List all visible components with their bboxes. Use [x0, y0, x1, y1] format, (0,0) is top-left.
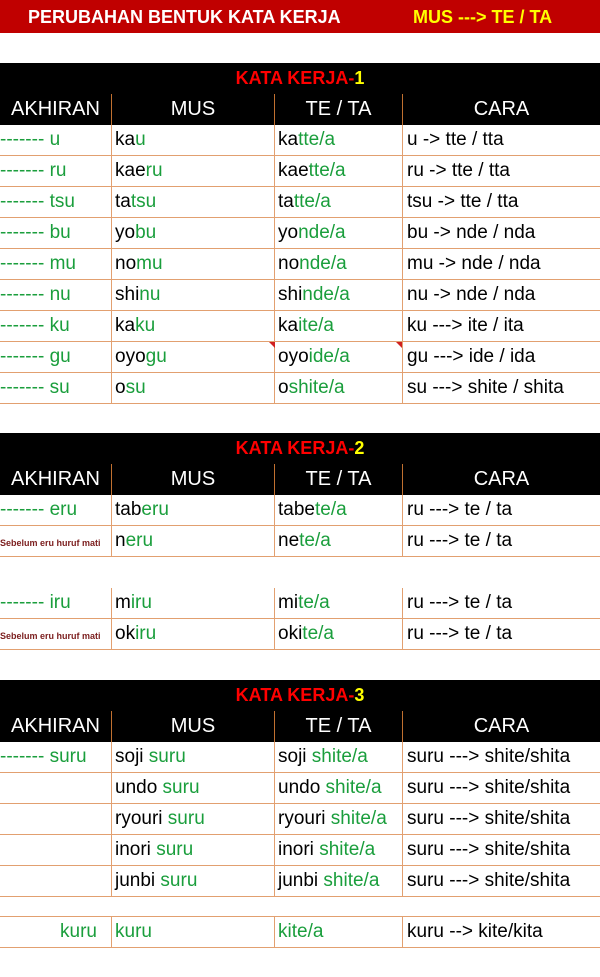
- cell-akhiran: [0, 619, 112, 650]
- cell-akhiran: [0, 835, 112, 866]
- te-ending: ide/a: [308, 346, 350, 367]
- cell-teta: [275, 373, 403, 404]
- table-row: [0, 742, 600, 773]
- comment-marker-icon: [396, 342, 402, 348]
- mus-ending: suru: [160, 870, 198, 891]
- cell-mus: [112, 773, 275, 804]
- suffix-text: mu: [49, 253, 76, 274]
- mus-stem: ka: [115, 315, 136, 336]
- cell-teta: [275, 218, 403, 249]
- table-row: [0, 804, 600, 835]
- mus-ending: iru: [135, 623, 157, 644]
- table-row: [0, 218, 600, 249]
- cell-akhiran: [0, 773, 112, 804]
- section-label: KATA KERJA-: [235, 685, 355, 705]
- mus-ending: tsu: [130, 191, 157, 212]
- cell-teta: [275, 342, 403, 373]
- suffix-text: suru: [49, 746, 87, 767]
- te-stem: soji: [278, 746, 312, 767]
- cell-teta: [275, 187, 403, 218]
- cell-cara: tsu -> tte / tta: [403, 187, 600, 218]
- cell-mus: [112, 742, 275, 773]
- te-stem: ka: [278, 129, 299, 150]
- cell-akhiran: [0, 342, 112, 373]
- cell-akhiran: [0, 495, 112, 526]
- te-stem: ne: [278, 530, 300, 551]
- cell-mus: [112, 311, 275, 342]
- te-ending: te/a: [299, 530, 331, 551]
- cell-akhiran: [0, 125, 112, 156]
- mus-stem: soji: [115, 746, 149, 767]
- dash-leader: -------: [0, 160, 45, 181]
- section-label: KATA KERJA-: [235, 438, 355, 458]
- cell-mus: [112, 342, 275, 373]
- comment-marker-icon: [269, 342, 275, 348]
- page-title: PERUBAHAN BENTUK KATA KERJA: [28, 7, 341, 27]
- header-cara: CARA: [473, 468, 530, 490]
- dash-leader: -------: [0, 377, 45, 398]
- te-stem: tabe: [278, 499, 315, 520]
- cell-teta: [275, 804, 403, 835]
- table-row: [0, 187, 600, 218]
- table-row: [0, 156, 600, 187]
- note-text: Sebelum eru huruf mati: [0, 631, 101, 641]
- table-row-kuru: [0, 916, 600, 948]
- te-stem: ta: [278, 191, 294, 212]
- cell-teta: [275, 773, 403, 804]
- section-number: 2: [354, 438, 365, 458]
- cell-cara: ru ---> te / ta: [403, 588, 600, 619]
- suffix-text: iru: [49, 592, 71, 613]
- suffix-text: u: [49, 129, 61, 150]
- cell-cara: su ---> shite / shita: [403, 373, 600, 404]
- column-header-kk2: [0, 464, 600, 495]
- te-ending: nde/a: [302, 284, 350, 305]
- cell-teta: kite/a: [275, 917, 403, 948]
- mus-stem: yo: [115, 222, 136, 243]
- te-stem: no: [278, 253, 300, 274]
- dash-leader: -------: [0, 191, 45, 212]
- cell-cara: ku ---> ite / ita: [403, 311, 600, 342]
- dash-leader: -------: [0, 592, 45, 613]
- table-row: [0, 311, 600, 342]
- table-row: [0, 495, 600, 526]
- te-ending: ite/a: [298, 315, 334, 336]
- cell-teta: [275, 742, 403, 773]
- cell-cara: ru ---> te / ta: [403, 495, 600, 526]
- mus-ending: ru: [145, 160, 163, 181]
- te-ending: shite/a: [311, 746, 368, 767]
- section-title-kk3: [0, 680, 600, 711]
- cell-mus: [112, 373, 275, 404]
- header-teta: TE / TA: [305, 98, 372, 120]
- cell-teta: [275, 311, 403, 342]
- suffix-text: gu: [49, 346, 71, 367]
- te-ending: tte/a: [308, 160, 346, 181]
- table-row: [0, 125, 600, 156]
- cell-mus: [112, 249, 275, 280]
- mus-ending: u: [135, 129, 146, 150]
- mus-ending: bu: [135, 222, 157, 243]
- te-stem: o: [278, 377, 289, 398]
- cell-cara: suru ---> shite/shita: [403, 742, 600, 773]
- title-bar: [0, 0, 600, 33]
- table-row: [0, 773, 600, 804]
- te-stem: shi: [278, 284, 303, 305]
- mus-stem: shi: [115, 284, 140, 305]
- column-header-kk1: [0, 94, 600, 125]
- te-ending: tte/a: [293, 191, 331, 212]
- cell-mus: [112, 835, 275, 866]
- cell-akhiran: kuru: [0, 917, 112, 948]
- cell-cara: suru ---> shite/shita: [403, 773, 600, 804]
- te-stem: yo: [278, 222, 299, 243]
- mus-ending: eru: [125, 530, 154, 551]
- cell-cara: ru -> tte / tta: [403, 156, 600, 187]
- te-ending: shite/a: [323, 870, 380, 891]
- cell-mus: [112, 280, 275, 311]
- mus-stem: n: [115, 530, 126, 551]
- mus-stem: o: [115, 377, 126, 398]
- mus-ending: ku: [135, 315, 156, 336]
- mus-ending: mu: [136, 253, 163, 274]
- header-cara: CARA: [473, 98, 530, 120]
- cell-akhiran: [0, 218, 112, 249]
- cell-akhiran: [0, 866, 112, 897]
- section-title-kk2: [0, 433, 600, 464]
- mus-stem: oyo: [115, 346, 146, 367]
- dash-leader: -------: [0, 284, 45, 305]
- table-row: [0, 835, 600, 866]
- cell-mus: [112, 187, 275, 218]
- section-title-kk1: [0, 63, 600, 94]
- table-row: [0, 619, 600, 650]
- te-stem: undo: [278, 777, 326, 798]
- column-header-kk3: [0, 711, 600, 742]
- te-stem: inori: [278, 839, 320, 860]
- cell-mus: [112, 804, 275, 835]
- dash-leader: -------: [0, 253, 45, 274]
- table-row: [0, 342, 600, 373]
- suffix-text: su: [49, 377, 70, 398]
- te-stem: mi: [278, 592, 299, 613]
- header-teta: TE / TA: [305, 468, 372, 490]
- mus-stem: tab: [115, 499, 142, 520]
- mus-stem: m: [115, 592, 131, 613]
- cell-teta: [275, 280, 403, 311]
- table-row: [0, 373, 600, 404]
- mus-ending: suru: [162, 777, 200, 798]
- table-row: [0, 866, 600, 897]
- te-ending: shite/a: [325, 777, 382, 798]
- cell-akhiran: [0, 311, 112, 342]
- te-stem: oki: [278, 623, 303, 644]
- mus-ending: gu: [145, 346, 167, 367]
- cell-mus: [112, 619, 275, 650]
- cell-cara: mu -> nde / nda: [403, 249, 600, 280]
- cell-mus: [112, 125, 275, 156]
- cell-cara: nu -> nde / nda: [403, 280, 600, 311]
- cell-teta: [275, 526, 403, 557]
- table-row: [0, 249, 600, 280]
- cell-cara: kuru --> kite/kita: [403, 917, 600, 948]
- dash-leader: -------: [0, 746, 45, 767]
- dash-leader: -------: [0, 346, 45, 367]
- table-row: [0, 588, 600, 619]
- cell-cara: suru ---> shite/shita: [403, 835, 600, 866]
- suffix-text: bu: [49, 222, 71, 243]
- cell-mus: [112, 526, 275, 557]
- cell-teta: [275, 495, 403, 526]
- note-text: Sebelum eru huruf mati: [0, 538, 101, 548]
- cell-cara: bu -> nde / nda: [403, 218, 600, 249]
- table-row: [0, 280, 600, 311]
- cell-akhiran: [0, 742, 112, 773]
- dash-leader: -------: [0, 129, 45, 150]
- cell-teta: [275, 835, 403, 866]
- cell-mus: [112, 866, 275, 897]
- te-stem: ka: [278, 315, 299, 336]
- mus-stem: undo: [115, 777, 163, 798]
- cell-akhiran: [0, 249, 112, 280]
- mus-stem: no: [115, 253, 137, 274]
- cell-mus: [112, 495, 275, 526]
- mus-ending: suru: [167, 808, 205, 829]
- header-teta: TE / TA: [305, 715, 372, 737]
- cell-akhiran: [0, 373, 112, 404]
- section-number: 1: [354, 68, 365, 88]
- te-ending: tte/a: [298, 129, 336, 150]
- cell-cara: ru ---> te / ta: [403, 526, 600, 557]
- mus-stem: ka: [115, 129, 136, 150]
- cell-akhiran: [0, 280, 112, 311]
- mus-ending: su: [125, 377, 146, 398]
- cell-mus: [112, 156, 275, 187]
- dash-leader: -------: [0, 499, 45, 520]
- header-akhiran: AKHIRAN: [11, 715, 100, 737]
- cell-teta: [275, 588, 403, 619]
- cell-mus: kuru: [112, 917, 275, 948]
- mus-ending: iru: [130, 592, 152, 613]
- cell-akhiran: [0, 588, 112, 619]
- header-akhiran: AKHIRAN: [11, 98, 100, 120]
- mus-ending: eru: [141, 499, 169, 520]
- cell-akhiran: [0, 187, 112, 218]
- mus-stem: kae: [115, 160, 146, 181]
- te-stem: junbi: [278, 870, 324, 891]
- suffix-text: nu: [49, 284, 71, 305]
- mus-stem: ok: [115, 623, 136, 644]
- te-stem: ryouri: [278, 808, 331, 829]
- cell-teta: [275, 619, 403, 650]
- cell-teta: [275, 156, 403, 187]
- te-ending: shite/a: [288, 377, 345, 398]
- mus-ending: suru: [156, 839, 194, 860]
- te-ending: te/a: [314, 499, 347, 520]
- te-stem: kae: [278, 160, 309, 181]
- suffix-text: tsu: [49, 191, 75, 212]
- te-ending: nde/a: [299, 253, 347, 274]
- mus-stem: ta: [115, 191, 131, 212]
- te-ending: shite/a: [319, 839, 376, 860]
- cell-cara: u -> tte / tta: [403, 125, 600, 156]
- suffix-text: ru: [49, 160, 67, 181]
- dash-leader: -------: [0, 222, 45, 243]
- table-row: [0, 526, 600, 557]
- mus-stem: inori: [115, 839, 157, 860]
- cell-mus: [112, 588, 275, 619]
- te-ending: shite/a: [330, 808, 387, 829]
- cell-cara: suru ---> shite/shita: [403, 804, 600, 835]
- section-number: 3: [354, 685, 365, 705]
- dash-leader: -------: [0, 315, 45, 336]
- te-stem: oyo: [278, 346, 309, 367]
- cell-akhiran: [0, 526, 112, 557]
- cell-teta: [275, 249, 403, 280]
- mus-ending: nu: [139, 284, 161, 305]
- cell-akhiran: [0, 156, 112, 187]
- header-akhiran: AKHIRAN: [11, 468, 100, 490]
- te-ending: nde/a: [298, 222, 346, 243]
- cell-teta: [275, 125, 403, 156]
- header-mus: MUS: [170, 468, 216, 490]
- te-ending: te/a: [302, 623, 334, 644]
- header-mus: MUS: [170, 715, 216, 737]
- te-ending: te/a: [298, 592, 330, 613]
- mus-stem: ryouri: [115, 808, 168, 829]
- header-cara: CARA: [473, 715, 530, 737]
- mus-ending: suru: [148, 746, 186, 767]
- cell-teta: [275, 866, 403, 897]
- cell-cara: ru ---> te / ta: [403, 619, 600, 650]
- cell-mus: [112, 218, 275, 249]
- suffix-text: ku: [49, 315, 70, 336]
- cell-akhiran: [0, 804, 112, 835]
- cell-cara: suru ---> shite/shita: [403, 866, 600, 897]
- page-subtitle: MUS ---> TE / TA: [413, 7, 553, 27]
- header-mus: MUS: [170, 98, 216, 120]
- mus-stem: junbi: [115, 870, 161, 891]
- cell-cara: gu ---> ide / ida: [403, 342, 600, 373]
- section-label: KATA KERJA-: [235, 68, 355, 88]
- suffix-text: eru: [49, 499, 78, 520]
